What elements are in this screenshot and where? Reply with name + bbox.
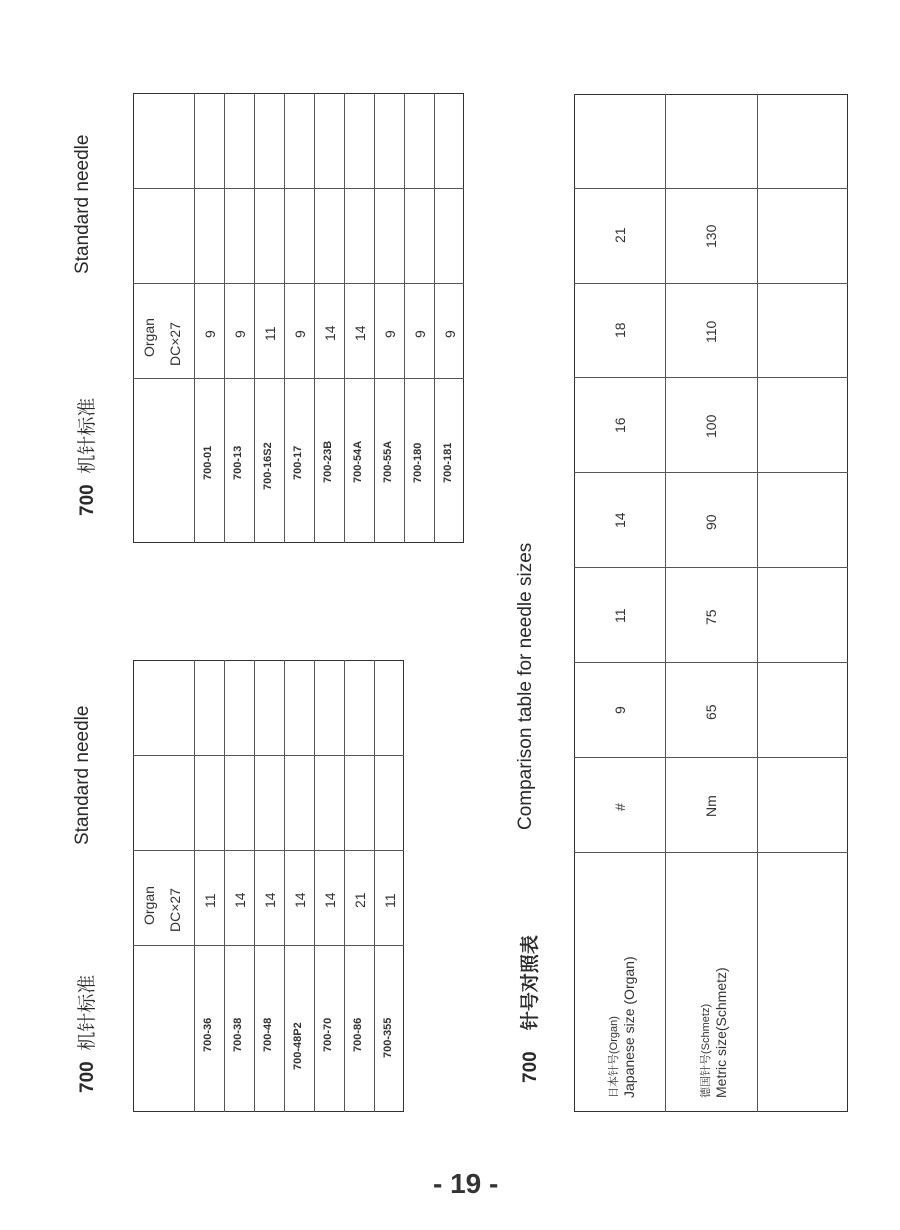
page-number: - 19 - (433, 1168, 499, 1199)
left-row-size: 11 (202, 893, 218, 908)
right-row-code: 700-17 (292, 445, 304, 480)
row1-value: 21 (612, 227, 628, 243)
right-row-code: 700-55A (382, 440, 394, 483)
left-row-code: 700-38 (232, 1017, 244, 1052)
right-table-title (72, 398, 99, 516)
right-row-code: 700-54A (352, 440, 364, 483)
left-row-code: 700-48P2 (292, 1022, 304, 1070)
right-row-size: 9 (292, 330, 308, 338)
right-row-size: 14 (322, 325, 338, 341)
row1-label-en: Japanese size (Organ) (621, 956, 637, 1098)
comparison-title-prefix: 700 (520, 1051, 541, 1083)
row2-value: 90 (703, 514, 719, 530)
right-row-size: 9 (442, 330, 458, 338)
row1-value: 9 (612, 706, 628, 714)
comparison-title (515, 935, 542, 1083)
row2-value: 75 (703, 609, 719, 625)
right-row-code: 700-16S2 (262, 442, 274, 490)
right-row-size: 9 (202, 330, 218, 338)
left-row-size: 11 (382, 893, 398, 908)
left-row-code: 700-86 (352, 1017, 364, 1052)
comparison-title-cn: 针号对照表 (520, 935, 541, 1031)
left-row-code: 700-70 (322, 1017, 334, 1052)
row2-value: 110 (703, 320, 719, 343)
left-title-prefix: 700 (77, 1061, 98, 1093)
row1-unit: # (612, 803, 628, 811)
left-row-size: 14 (322, 892, 338, 908)
row1-value: 11 (612, 608, 628, 623)
left-header-organ: Organ (141, 886, 157, 925)
left-row-size: 14 (232, 892, 248, 908)
right-header-dc27: DC×27 (167, 322, 183, 366)
right-row-code: 700-01 (202, 445, 214, 480)
row2-label-en: Metric size(Schmetz) (713, 967, 729, 1098)
right-table-heading: Standard needle (72, 134, 93, 274)
row2-value: 65 (703, 704, 719, 720)
row1-value: 16 (612, 417, 628, 433)
left-row-size: 14 (262, 892, 278, 908)
right-header-organ: Organ (141, 318, 157, 357)
left-row-size: 14 (292, 892, 308, 908)
right-title-prefix: 700 (77, 484, 98, 516)
left-header-dc27: DC×27 (167, 888, 183, 932)
left-row-code: 700-355 (382, 1017, 394, 1058)
left-row-size: 21 (352, 892, 368, 908)
left-row-code: 700-48 (262, 1017, 274, 1052)
row1-label-cn: 日本针号(Organ) (608, 1016, 620, 1098)
right-row-code: 700-23B (322, 440, 334, 483)
right-row-size: 9 (382, 330, 398, 338)
right-row-code: 700-180 (412, 442, 424, 483)
row2-value: 130 (703, 224, 719, 248)
right-row-code: 700-13 (232, 445, 244, 480)
right-row-size: 9 (232, 330, 248, 338)
right-row-size: 14 (352, 325, 368, 341)
row1-value: 14 (612, 512, 628, 528)
row1-value: 18 (612, 322, 628, 338)
right-row-code: 700-181 (442, 442, 454, 483)
row2-label-cn: 德国针号(Schmetz) (700, 1003, 712, 1098)
left-table-title (72, 975, 99, 1093)
left-title-cn: 机针标准 (77, 974, 98, 1051)
row2-unit: Nm (703, 795, 719, 817)
right-title-cn: 机针标准 (77, 397, 98, 474)
row2-value: 100 (703, 414, 719, 438)
right-row-size: 9 (412, 330, 428, 338)
right-row-size: 11 (262, 326, 278, 341)
left-table-heading: Standard needle (72, 705, 93, 845)
left-row-code: 700-36 (202, 1017, 214, 1052)
comparison-heading: Comparison table for needle sizes (515, 542, 536, 830)
